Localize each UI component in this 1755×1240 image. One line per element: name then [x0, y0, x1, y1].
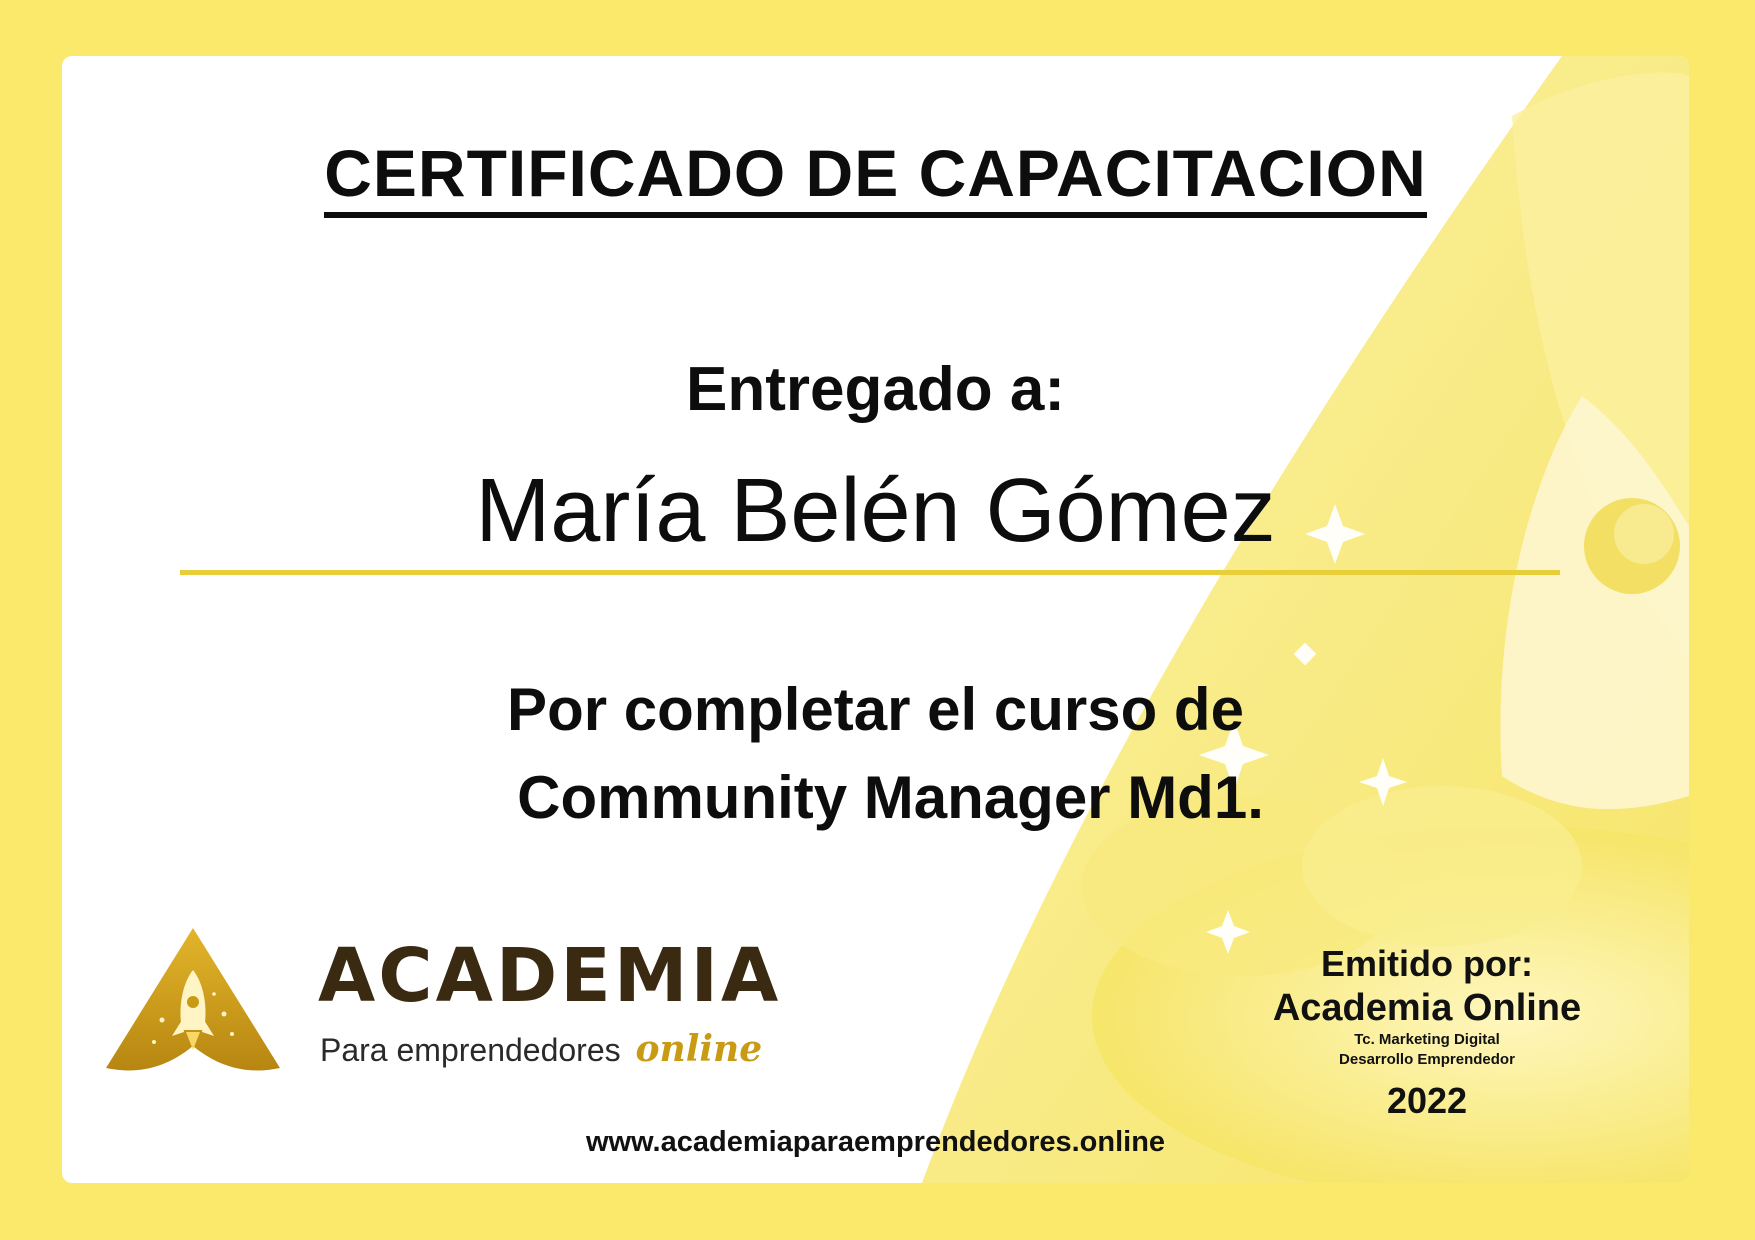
issuer-label: Emitido por:: [1321, 943, 1533, 984]
course-line-1: Por completar el curso de: [507, 676, 1244, 743]
certificate-title: [62, 136, 1689, 218]
issuer-subtitle-1: Tc. Marketing Digital: [1354, 1031, 1500, 1048]
issuer-block: [1242, 942, 1612, 1124]
rocket-triangle-icon: [102, 924, 284, 1076]
name-underline-divider: [180, 570, 1560, 575]
logo-tagline: [320, 1028, 762, 1070]
recipient-name: María Belén Gómez: [475, 461, 1276, 561]
course-line-2: Community Manager Md1.: [517, 764, 1264, 831]
logo-tagline-text: Para emprendedores: [320, 1032, 621, 1068]
course-description: [62, 666, 1689, 842]
issuer-organization: Academia Online: [1272, 987, 1582, 1029]
website-url: www.academiaparaemprendedores.online: [585, 1126, 1166, 1158]
delivered-label: Entregado a:: [686, 355, 1065, 424]
issue-year: 2022: [1386, 1080, 1468, 1121]
certificate-card: [62, 56, 1689, 1183]
issuer-subtitle-2: Desarrollo Emprendedor: [1339, 1051, 1515, 1068]
certificate-title-text: CERTIFICADO DE CAPACITACION: [324, 136, 1427, 218]
logo-tagline-script: online: [635, 1028, 763, 1070]
logo-wordmark: ACADEMIA: [318, 933, 782, 1019]
